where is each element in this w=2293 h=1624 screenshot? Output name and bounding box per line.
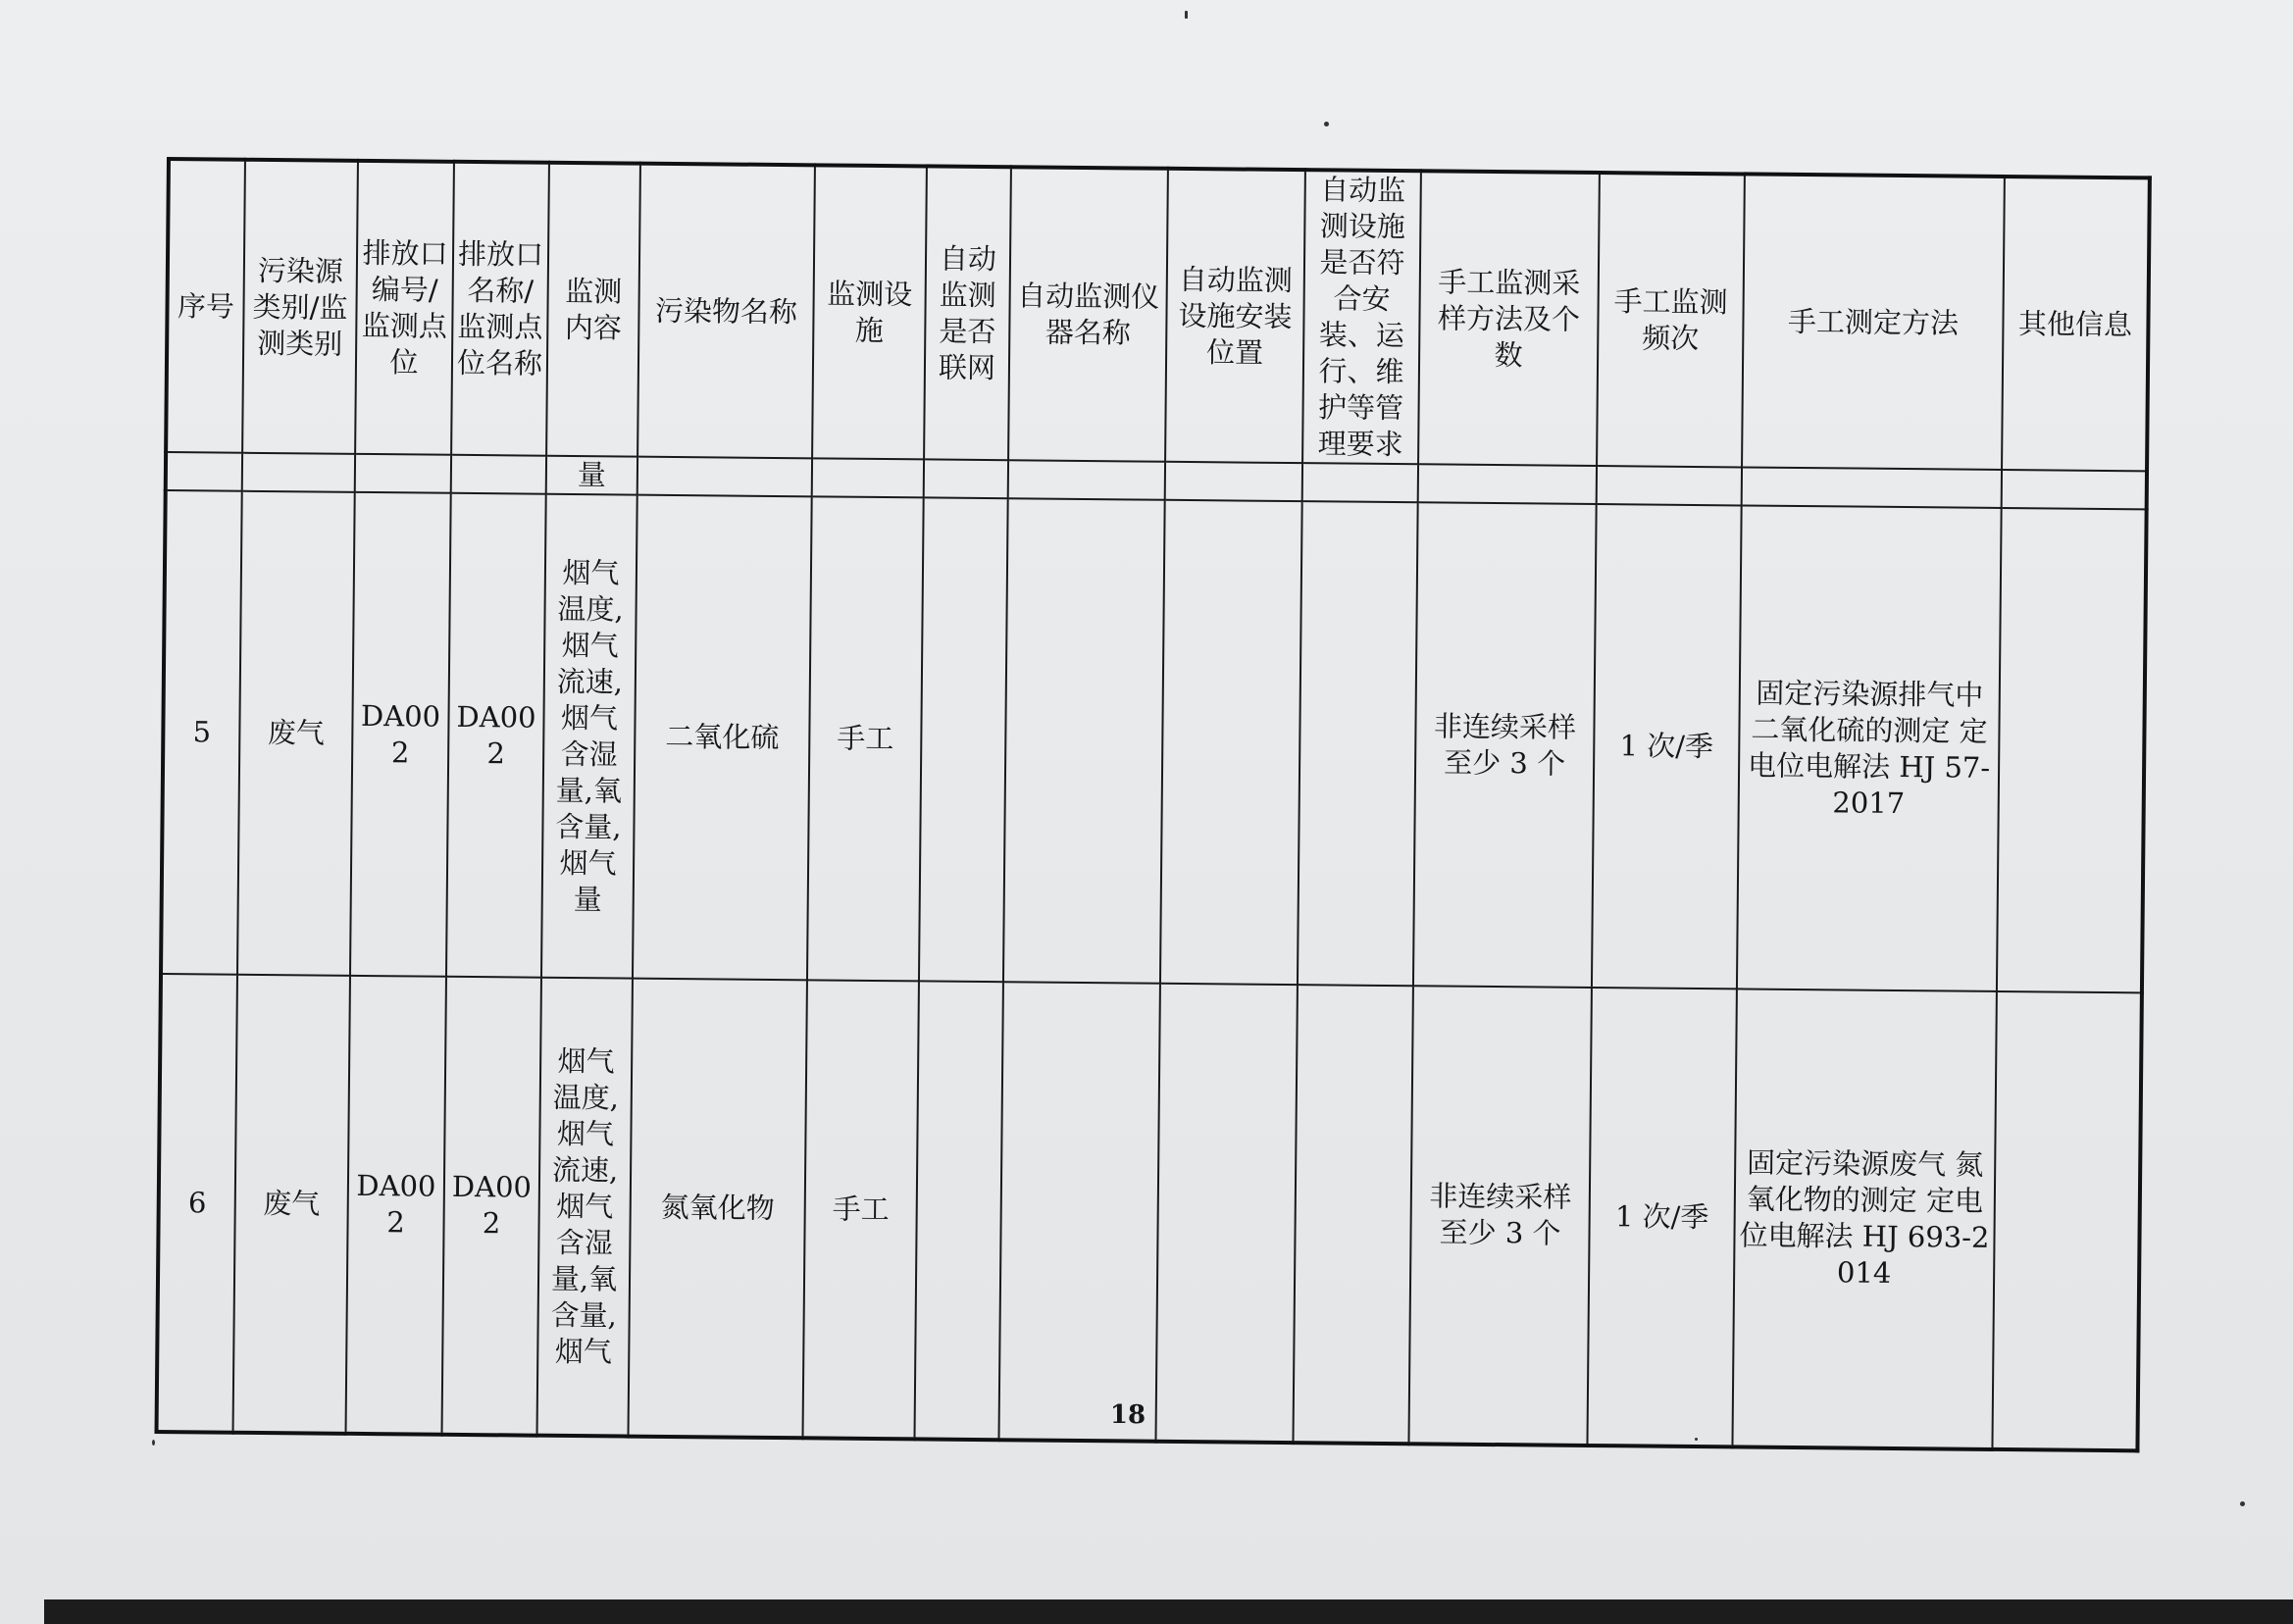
monitoring-content: 烟气温度,烟气流速,烟气含湿量,氧含量,烟气量: [541, 494, 637, 979]
auto-instrument: [998, 982, 1159, 1442]
table-cell: [812, 458, 924, 497]
table-cell: [637, 457, 812, 497]
header-cell: 监测内容: [546, 163, 640, 457]
header-cell: 序号: [166, 159, 245, 453]
header-cell: 监测设施: [812, 165, 927, 459]
auto-compliance: [1298, 501, 1418, 986]
monitoring-table: [155, 157, 2152, 1452]
header-cell: 手工测定方法: [1742, 174, 2005, 470]
monitoring-facility: 手工: [807, 496, 924, 981]
sampling-method: 非连续采样至少 3 个: [1408, 986, 1591, 1446]
row-number: 6: [157, 974, 237, 1433]
other-info: [1992, 991, 2141, 1450]
continuation-cell: 量: [546, 456, 637, 495]
auto-location: [1160, 500, 1302, 985]
header-row: [166, 159, 2150, 471]
table-cell: [1742, 467, 2002, 508]
outlet-code: DA002: [346, 976, 446, 1435]
table-row: [157, 974, 2142, 1450]
scan-speck: [1324, 122, 1329, 127]
header-cell: 排放口编号/监测点位: [355, 161, 454, 455]
source-category: 废气: [237, 491, 355, 976]
sampling-method: 非连续采样至少 3 个: [1413, 502, 1597, 988]
table-cell: [1302, 463, 1418, 502]
scanner-edge-bar: [44, 1599, 2293, 1624]
table-cell: [1418, 464, 1597, 504]
table-cell: [924, 459, 1008, 498]
measurement-method: 固定污染源排气中二氧化硫的测定 定电位电解法 HJ 57-2017: [1737, 505, 2002, 991]
outlet-code: DA002: [350, 492, 451, 977]
header-cell: 自动监测是否联网: [924, 166, 1011, 460]
scan-speck: [1695, 1438, 1698, 1441]
table-cell: [355, 454, 451, 493]
outlet-name: DA002: [446, 493, 546, 978]
table-row: [161, 490, 2147, 992]
monitoring-content: 烟气温度,烟气流速,烟气含湿量,氧含量,烟气: [537, 978, 633, 1437]
pollutant-name: 二氧化硫: [633, 495, 812, 981]
page-number: 18: [1109, 1400, 1146, 1430]
table-cell: [451, 455, 546, 494]
pollutant-name: 氮氧化物: [628, 979, 806, 1439]
table-cell: [1597, 466, 1742, 505]
auto-instrument: [1003, 498, 1165, 984]
table-cell: [1008, 460, 1165, 500]
other-info: [1997, 508, 2147, 992]
scan-speck: [1185, 11, 1188, 19]
table-cell: [1165, 462, 1302, 501]
header-cell: 污染物名称: [637, 164, 815, 459]
scan-speck: [2240, 1501, 2245, 1506]
monitoring-frequency: 1 次/季: [1592, 504, 1742, 989]
header-cell: 手工监测采样方法及个数: [1418, 171, 1600, 466]
auto-network: [919, 497, 1008, 982]
header-cell: 自动监测仪器名称: [1008, 167, 1168, 462]
auto-network: [914, 981, 1002, 1440]
scan-speck: [152, 1440, 155, 1446]
header-cell: 手工监测频次: [1597, 173, 1745, 467]
monitoring-facility: 手工: [802, 980, 918, 1439]
outlet-name: DA002: [442, 977, 541, 1436]
auto-compliance: [1293, 985, 1412, 1444]
measurement-method: 固定污染源废气 氮氧化物的测定 定电位电解法 HJ 693-2014: [1732, 989, 1996, 1449]
table-cell: [2002, 470, 2147, 509]
table-cell: [166, 452, 242, 491]
table-cell: [242, 453, 355, 492]
header-cell: 排放口名称/监测点位名称: [451, 162, 549, 456]
auto-location: [1155, 984, 1297, 1443]
header-cell: 自动监测设施安装位置: [1165, 169, 1305, 463]
monitoring-table-container: [155, 157, 2148, 1377]
monitoring-frequency: 1 次/季: [1587, 988, 1736, 1446]
header-cell: 污染源类别/监测类别: [242, 160, 358, 454]
header-cell: 其他信息: [2002, 177, 2150, 471]
source-category: 废气: [233, 975, 350, 1434]
header-cell: 自动监测设施是否符合安装、运行、维护等管理要求: [1302, 170, 1421, 464]
row-number: 5: [161, 490, 242, 975]
